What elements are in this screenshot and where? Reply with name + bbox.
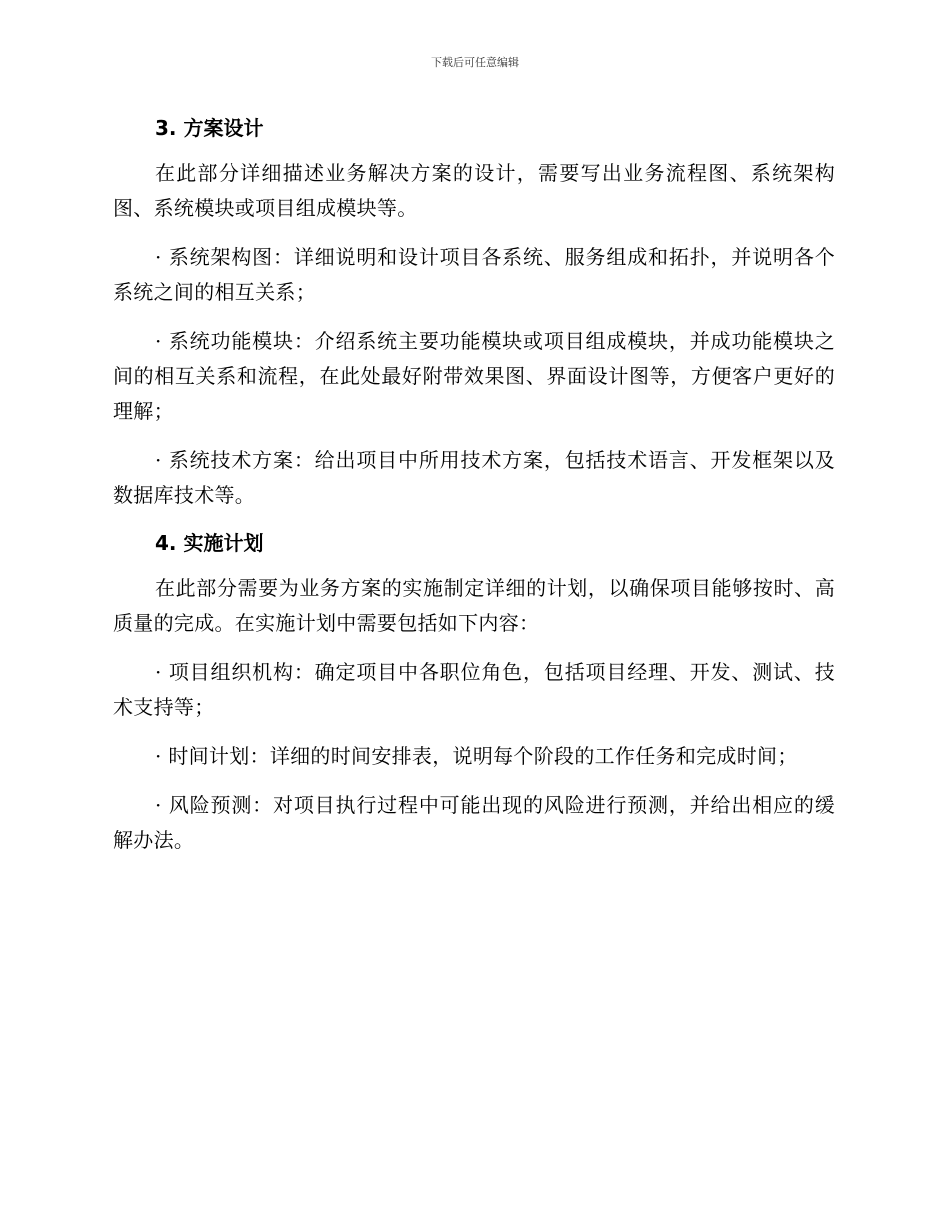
page-header-text: 下载后可任意编辑 (431, 56, 519, 69)
bullet-technical-solution: · 系统技术方案：给出项目中所用技术方案，包括技术语言、开发框架以及数据库技术等。 (113, 448, 835, 507)
bullet-system-architecture: · 系统架构图：详细说明和设计项目各系统、服务组成和拓扑，并说明各个系统之间的相互关系； (113, 245, 835, 304)
bullet-function-modules: · 系统功能模块：介绍系统主要功能模块或项目组成模块，并成功能模块之间的相互关系和流程，在此处最好附带效果图、界面设计图等，方便客户更好的理解； (113, 329, 835, 423)
bullet-project-organization: · 项目组织机构：确定项目中各职位角色，包括项目经理、开发、测试、技术支持等； (113, 660, 835, 719)
bullet-risk-prediction: · 风险预测：对项目执行过程中可能出现的风险进行预测，并给出相应的缓解办法。 (113, 793, 835, 852)
section-intro-design: 在此部分详细描述业务解决方案的设计，需要写出业务流程图、系统架构图、系统模块或项目组成模块等。 (113, 161, 835, 220)
section-intro-plan: 在此部分需要为业务方案的实施制定详细的计划，以确保项目能够按时、高质量的完成。在实施计划中需要包括如下内容： (113, 576, 835, 635)
document-body (113, 112, 835, 858)
bullet-time-plan: · 时间计划：详细的时间安排表，说明每个阶段的工作任务和完成时间； (155, 744, 798, 768)
section-heading-plan: 4. 实施计划 (155, 531, 264, 555)
section-heading-design: 3. 方案设计 (155, 116, 264, 140)
